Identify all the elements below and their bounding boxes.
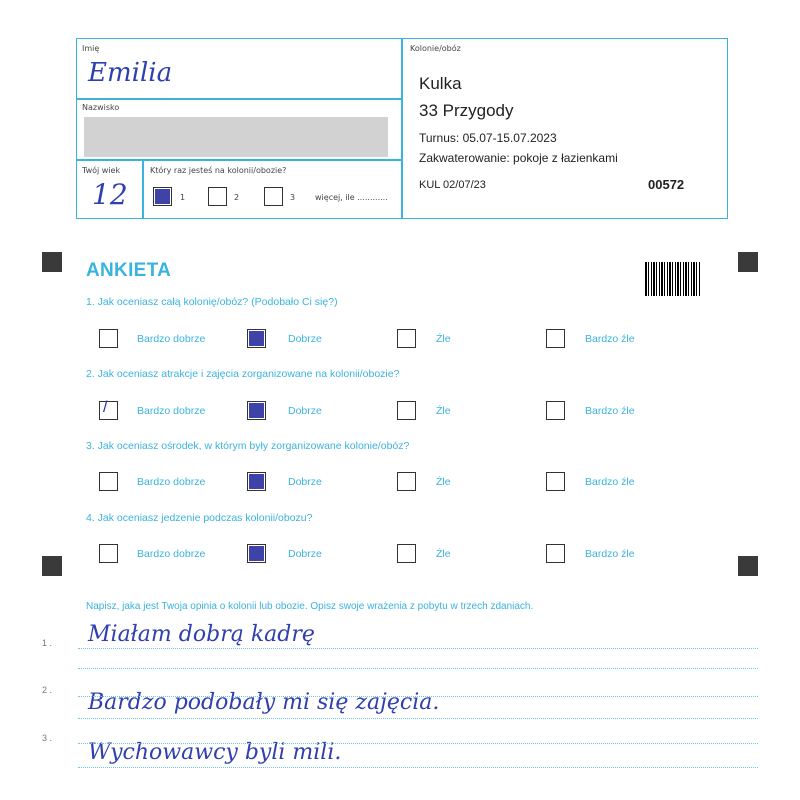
q4-option-label: Bardzo dobrze <box>137 548 206 560</box>
question-3: 3. Jak oceniasz ośrodek, w którym były zorganizowane kolonie/obóz? <box>86 440 410 452</box>
line-number: 2 . <box>42 685 53 695</box>
question-4: 4. Jak oceniasz jedzenie podczas kolonii/obozu? <box>86 512 313 524</box>
form-number: 00572 <box>648 177 685 192</box>
q3-bardzo-dobrze-checkbox[interactable] <box>99 472 118 491</box>
camp-code: KUL 02/07/23 <box>419 179 486 191</box>
writing-line <box>78 668 758 669</box>
q3-option-label: Dobrze <box>288 476 322 488</box>
opinion-line-3[interactable]: Wychowawcy byli mili. <box>88 740 342 765</box>
times-option-1: 1 <box>180 193 186 202</box>
q2-option-label: Dobrze <box>288 405 322 417</box>
q3-option-label: Źle <box>436 476 451 488</box>
q2-dobrze-checkbox[interactable] <box>247 401 266 420</box>
line-number: 3 . <box>42 733 53 743</box>
question-1: 1. Jak oceniasz całą kolonię/obóz? (Podobało Ci się?) <box>86 296 338 308</box>
line-number: 1 . <box>42 638 53 648</box>
registration-marker-mid-left <box>42 556 62 576</box>
writing-line <box>78 767 758 768</box>
q1-bardzo-zle-checkbox[interactable] <box>546 329 565 348</box>
age-label: Twój wiek <box>82 166 121 175</box>
barcode <box>645 262 701 296</box>
writing-line <box>78 696 758 697</box>
divider <box>401 38 403 219</box>
writing-line <box>78 648 758 649</box>
times-checkbox-2[interactable] <box>208 187 227 206</box>
divider <box>142 159 144 219</box>
redacted-surname <box>84 117 388 157</box>
registration-marker-top-right <box>738 252 758 272</box>
q1-bardzo-dobrze-checkbox[interactable] <box>99 329 118 348</box>
q4-bardzo-dobrze-checkbox[interactable] <box>99 544 118 563</box>
q1-option-label: Bardzo dobrze <box>137 333 206 345</box>
q3-bardzo-zle-checkbox[interactable] <box>546 472 565 491</box>
q3-option-label: Bardzo źle <box>585 476 635 488</box>
name-label: Imię <box>82 44 100 53</box>
q2-bardzo-zle-checkbox[interactable] <box>546 401 565 420</box>
q3-zle-checkbox[interactable] <box>397 472 416 491</box>
q2-option-label: Bardzo źle <box>585 405 635 417</box>
age-value: 12 <box>92 178 128 211</box>
q4-option-label: Źle <box>436 548 451 560</box>
name-value: Emilia <box>88 58 173 88</box>
times-checkbox-3[interactable] <box>264 187 283 206</box>
times-label: Który raz jesteś na kolonii/obozie? <box>150 166 287 175</box>
camp-program: 33 Przygody <box>419 101 514 120</box>
q1-option-label: Dobrze <box>288 333 322 345</box>
q4-bardzo-zle-checkbox[interactable] <box>546 544 565 563</box>
writing-line <box>78 743 758 744</box>
q2-option-label: Źle <box>436 405 451 417</box>
times-option-2: 2 <box>234 193 240 202</box>
divider <box>76 159 402 161</box>
q3-option-label: Bardzo dobrze <box>137 476 206 488</box>
registration-marker-mid-right <box>738 556 758 576</box>
writing-line <box>78 718 758 719</box>
lodging: Zakwaterowanie: pokoje z łazienkami <box>419 151 618 165</box>
camp-label: Kolonie/obóz <box>410 44 461 53</box>
q4-option-label: Bardzo źle <box>585 548 635 560</box>
q1-option-label: Bardzo źle <box>585 333 635 345</box>
q2-bardzo-dobrze-checkbox[interactable] <box>99 401 118 420</box>
opinion-line-1[interactable]: Miałam dobrą kadrę <box>88 622 315 647</box>
q2-option-label: Bardzo dobrze <box>137 405 206 417</box>
opinion-prompt: Napisz, jaka jest Twoja opinia o kolonii lub obozie. Opisz swoje wrażenia z pobytu w trzech zdaniach. <box>86 601 534 612</box>
q4-option-label: Dobrze <box>288 548 322 560</box>
times-option-3: 3 <box>290 193 296 202</box>
q2-zle-checkbox[interactable] <box>397 401 416 420</box>
times-more: więcej, ile ............ <box>315 193 388 202</box>
divider <box>76 98 402 100</box>
registration-marker-top-left <box>42 252 62 272</box>
q1-zle-checkbox[interactable] <box>397 329 416 348</box>
surname-label: Nazwisko <box>82 103 120 112</box>
q1-dobrze-checkbox[interactable] <box>247 329 266 348</box>
question-2: 2. Jak oceniasz atrakcje i zajęcia zorganizowane na kolonii/obozie? <box>86 368 400 380</box>
camp-name: Kulka <box>419 74 462 93</box>
survey-title: ANKIETA <box>86 260 172 281</box>
opinion-line-2[interactable]: Bardzo podobały mi się zajęcia. <box>88 690 440 715</box>
times-checkbox-1[interactable] <box>153 187 172 206</box>
q3-dobrze-checkbox[interactable] <box>247 472 266 491</box>
turnus: Turnus: 05.07-15.07.2023 <box>419 131 557 145</box>
q1-option-label: Źle <box>436 333 451 345</box>
q4-dobrze-checkbox[interactable] <box>247 544 266 563</box>
q4-zle-checkbox[interactable] <box>397 544 416 563</box>
